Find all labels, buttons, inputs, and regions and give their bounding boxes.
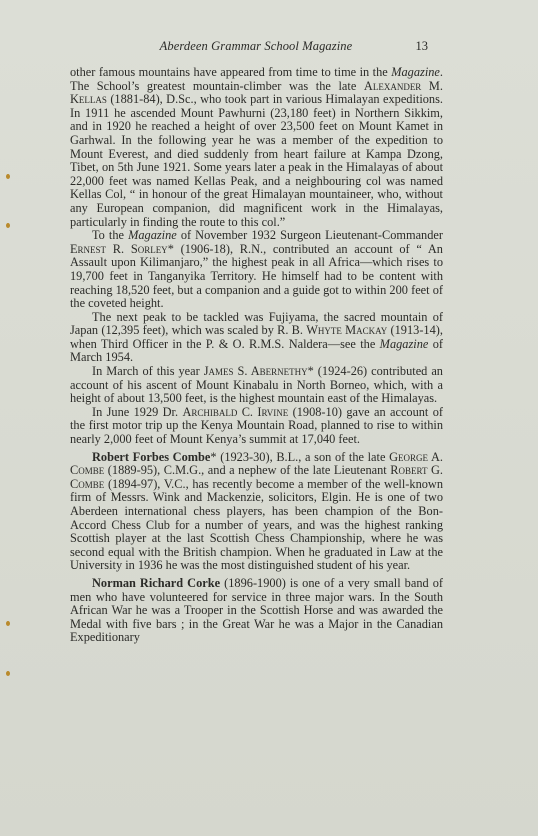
- person-name: Ernest R. Sorley: [70, 241, 168, 256]
- magazine-title: Magazine: [391, 65, 440, 79]
- margin-mark: [6, 174, 10, 179]
- margin-mark: [6, 671, 10, 676]
- paragraph-corke: Norman Richard Corke (1896-1900) is one of a very small band of men who have volunteered for service in three major wars. In the South African War he was a Trooper in the Scottish Horse and was awarded the Medal with five bars ; in the Great War he was a Major in the Canadian Expeditionary: [70, 575, 443, 645]
- paragraph-irvine: In June 1929 Dr. Archibald C. Irvine (1908-10) gave an account of the first motor trip up the Kenya Mountain Road, planned to rise to within nearly 2,000 feet of Mount Kenya’s summit at 17,040 feet.: [70, 404, 443, 447]
- person-name: James S. Abernethy: [203, 364, 308, 379]
- paragraph-whyte-mackay: The next peak to be tackled was Fujiyama, the sacred mountain of Japan (12,395 feet), which was scaled by R. B. Whyte Mackay (1913-14), when Third Officer in the P. & O. R.M.S. Naldera—see the Magazine of March 1954.: [70, 309, 443, 365]
- person-name: Alexander M. Kellas: [70, 78, 443, 107]
- article-body: [70, 66, 443, 645]
- entry-name: Norman Richard Corke: [92, 575, 221, 590]
- running-header: [70, 39, 442, 57]
- person-name: Robert G. Combe: [70, 463, 443, 491]
- page-number: 13: [415, 39, 428, 53]
- margin-mark: [6, 621, 10, 626]
- entry-name: Robert Forbes Combe: [92, 449, 211, 464]
- magazine-title: Magazine: [379, 336, 429, 351]
- magazine-title: Magazine: [128, 228, 177, 243]
- paragraph-abernethy: In March of this year James S. Abernethy* (1924-26) contributed an account of his ascent of Mount Kinabalu in North Borneo, which, with a height of about 13,500 feet, is the highest mountain east of the Himalayas.: [70, 364, 443, 406]
- paragraph-combe: Robert Forbes Combe* (1923-30), B.L., a son of the late George A. Combe (1889-95), C.M.G., and a nephew of the late Lieutenant Robert G. Combe (1894-97), V.C., has recently become a member of the well-known firm of Messrs. Wink and Mackenzie, solicitors, Elgin. He is one of two Aberdeen international chess players, has been champion of the Bon-Accord Chess Club for a number of years, and was the highest ranking Scottish player at the last Scottish Chess Championship, where he was second equal with the British champion. When he graduated in Law at the University in 1936 he was the most distinguished student of his year.: [70, 449, 443, 573]
- margin-mark: [6, 223, 10, 228]
- running-title: Aberdeen Grammar School Magazine: [159, 39, 353, 53]
- person-name: Archibald C. Irvine: [182, 404, 289, 419]
- paragraph-kellas: other famous mountains have appeared from time to time in the Magazine. The School’s greatest mountain-climber was the late Alexander M. Kellas (1881-84), D.Sc., who took part in various Himalayan expeditions. In 1911 he ascended Mount Pawhurni (23,180 feet) in Northern Sikkim, and in 1920 he reached a height of over 23,500 feet on Mount Kamet in Garhwal. In the following year he was a member of the expedition to Mount Everest, and died suddenly from heart failure at Kampa Dzong, Tibet, on 5th June 1921. Some years later a peak in the Himalayas of about 22,000 feet was named Kellas Peak, and a neighbouring col was named Kellas Col, “ in honour of the great Himalayan mountaineer, who, without any European companion, did magnificent work in the Himalayas, particularly in finding the route to this col.”: [70, 65, 443, 229]
- person-name: George A. Combe: [70, 449, 443, 478]
- paragraph-sorley: To the Magazine of November 1932 Surgeon Lieutenant-Commander Ernest R. Sorley* (1906-18), R.N., contributed an account of “ An Assault upon Kilimanjaro,” the highest peak in all Africa—which rises to 19,700 feet in Tanganyika Territory. He himself had to be content with reaching 18,520 feet, but a companion and a guide got to within 200 feet of the coveted height.: [70, 228, 443, 311]
- person-name: Whyte Mackay: [306, 323, 388, 338]
